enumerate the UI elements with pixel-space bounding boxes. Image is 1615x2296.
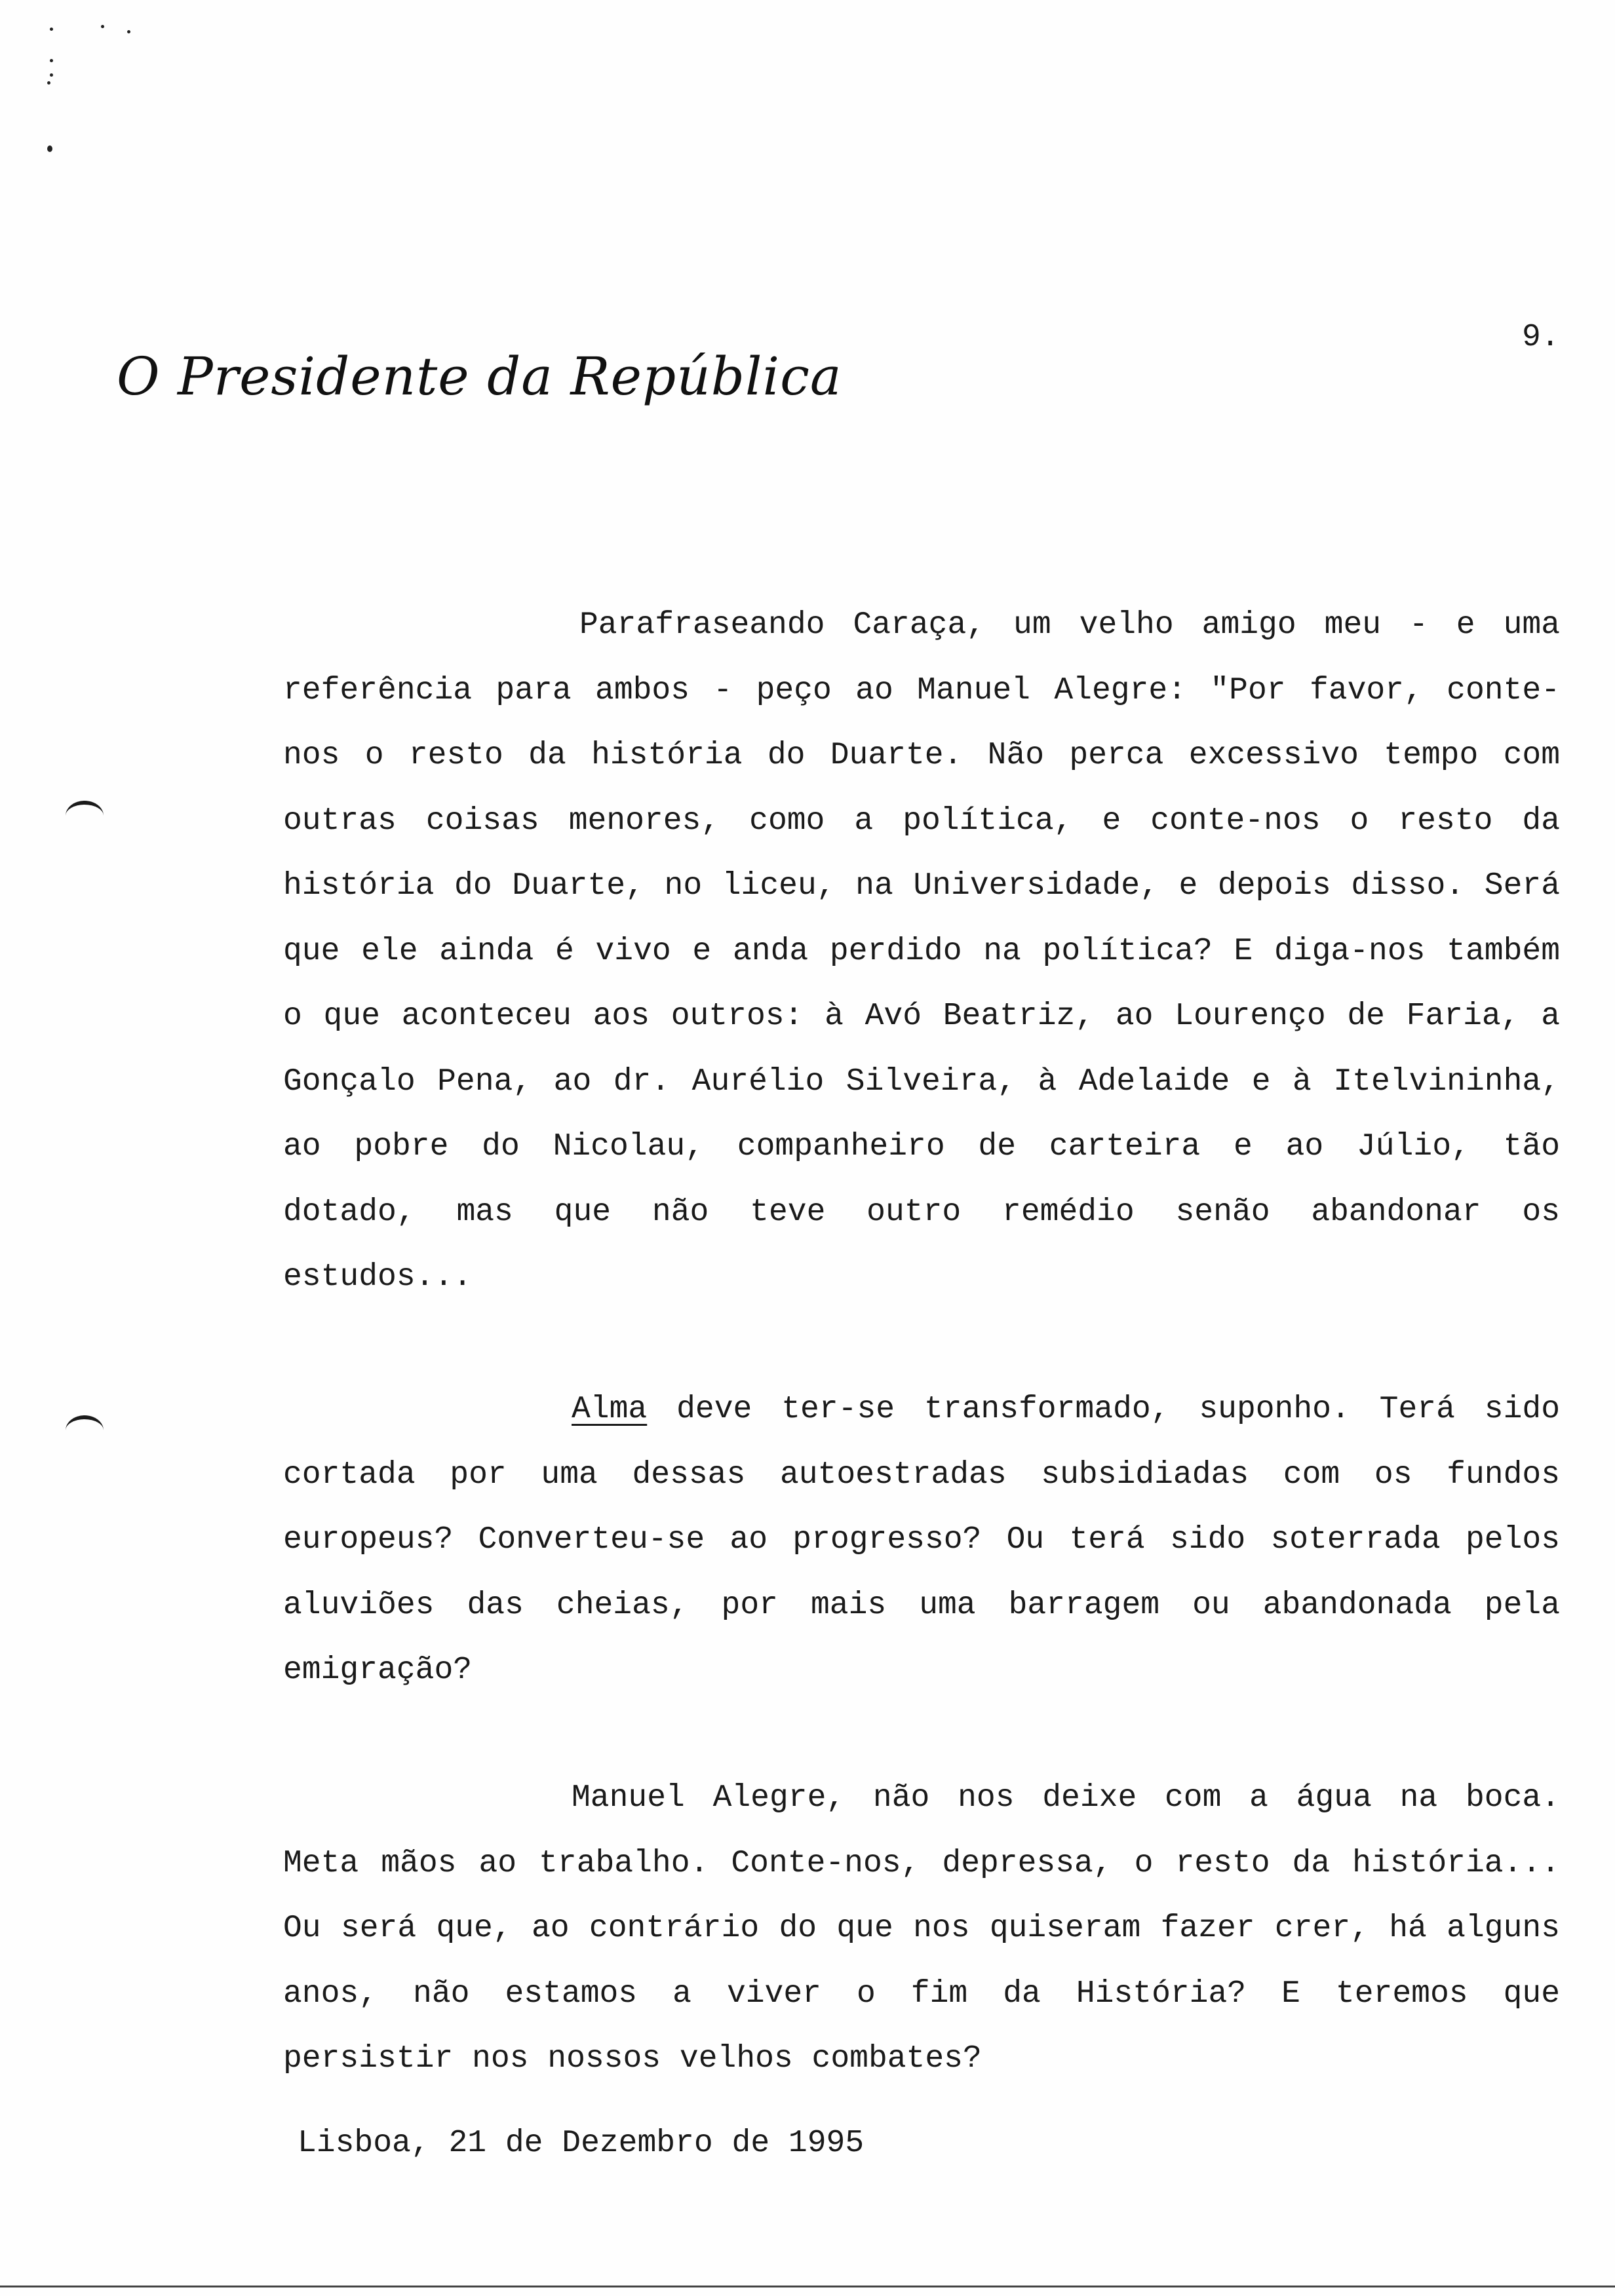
- scan-mark: [47, 145, 52, 152]
- binder-hole-mark: [66, 801, 104, 831]
- paragraph-1: Parafraseando Caraça, um velho amigo meu - e uma referência para ambos - peço ao Manuel Alegre: "Por favor, conte-nos o resto da história do Duarte. Não perca excessivo tempo com outras coisas menores, como a política, e conte-nos o resto da história do Duarte, no liceu, na Universidade, e depois disso. Será que ele ainda é vivo e anda perdido na política? E diga-nos também o que aconteceu aos outros: à Avó Beatriz, ao Lourenço de Faria, a Gonçalo Pena, ao dr. Aurélio Silveira, à Adelaide e à Itelvininha, ao pobre do Nicolau, companheiro de carteira e ao Júlio, tão dotado, mas que não teve outro remédio senão abandonar os estudos...: [283, 607, 1560, 1295]
- paragraph-3: Manuel Alegre, não nos deixe com a água na boca. Meta mãos ao trabalho. Conte-nos, depressa, o resto da história... Ou será que, ao contrário do que nos quiseram fazer crer, há alguns anos, não estamos a viver o fim da História? E teremos que persistir nos nossos velhos combates?: [283, 1780, 1560, 2076]
- paragraph-2-title: Alma: [572, 1392, 648, 1427]
- paragraph-2: [283, 1377, 1560, 1704]
- page-number: 9.: [1522, 320, 1560, 355]
- bottom-rule: [0, 2286, 1615, 2287]
- scan-mark: [47, 81, 50, 85]
- scan-mark: [127, 30, 130, 33]
- scan-mark: [50, 28, 53, 31]
- letterhead: O Presidente da República: [117, 346, 842, 407]
- place-date-signoff: Lisboa, 21 de Dezembro de 1995: [298, 2126, 865, 2161]
- paragraph-2-text: deve ter-se transformado, suponho. Terá sido cortada por uma dessas autoestradas subsidiadas com os fundos europeus? Converteu-se ao progresso? Ou terá sido soterrada pelos aluviões das cheias, por mais uma barragem ou abandonada pela emigração?: [283, 1392, 1560, 1688]
- binder-hole-mark: [66, 1415, 104, 1445]
- scan-mark: [101, 25, 104, 28]
- scan-mark: [50, 73, 53, 77]
- scan-mark: [50, 59, 53, 62]
